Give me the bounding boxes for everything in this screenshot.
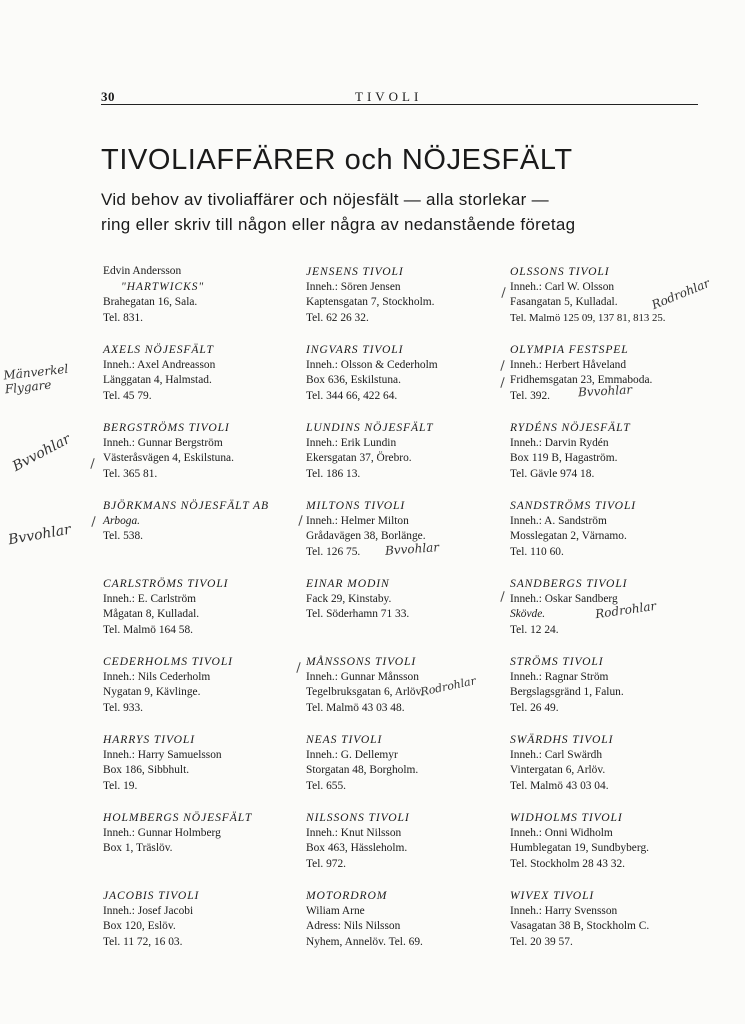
directory-entry: [510, 732, 710, 810]
entry-line: Tel. 20 39 57.: [510, 935, 573, 948]
entry-name: WIVEX TIVOLI: [510, 889, 595, 902]
entry-line: Inneh.: Harry Samuelsson: [103, 748, 222, 761]
entry-line: Tel. 26 49.: [510, 701, 559, 714]
entry-line: "HARTWICKS": [121, 280, 205, 293]
directory-entry: [306, 420, 506, 498]
entry-line: Vintergatan 6, Arlöv.: [510, 764, 606, 777]
entry-line: Mosslegatan 2, Värnamo.: [510, 530, 627, 543]
directory-entry: [103, 732, 303, 810]
entry-line: Box 1, Träslöv.: [103, 842, 173, 855]
entry-line: Edvin Andersson: [103, 265, 182, 277]
entry-name: HOLMBERGS NÖJESFÄLT: [103, 811, 253, 824]
entry-line: Humblegatan 19, Sundbyberg.: [510, 842, 649, 855]
entry-line: Tel. 12 24.: [510, 623, 559, 636]
entry-line: Tel. Malmö 43 03 48.: [306, 701, 405, 714]
handwritten-note: Rodrohlar: [649, 276, 712, 312]
entry-line: Kaptensgatan 7, Stockholm.: [306, 296, 435, 309]
entry-line: Skövde.: [510, 608, 546, 621]
entry-name: BERGSTRÖMS TIVOLI: [103, 421, 230, 434]
entry-name: OLSSONS TIVOLI: [510, 265, 610, 278]
entry-line: Inneh.: A. Sandström: [510, 514, 607, 527]
directory-entry: [510, 342, 710, 420]
directory-column-2: [306, 264, 506, 966]
entry-line: Inneh.: G. Dellemyr: [306, 748, 398, 761]
entry-line: Inneh.: Gunnar Holmberg: [103, 826, 221, 839]
entry-line: Arboga.: [103, 514, 141, 527]
entry-line: Tegelbruksgatan 6, Arlöv.: [306, 686, 424, 699]
handwritten-note: Rodrohlar: [594, 598, 658, 622]
entry-line: Inneh.: Knut Nilsson: [306, 826, 402, 839]
entry-line: Tel. 538.: [103, 530, 144, 543]
running-head: TIVOLI: [355, 89, 423, 104]
entry-line: Tel. 365 81.: [103, 467, 158, 480]
check-mark-icon: [90, 458, 94, 469]
entry-line: Nygatan 9, Kävlinge.: [103, 686, 201, 699]
subtitle-line-1: Vid behov av tivoliaffärer och nöjesfält — alla storlekar —: [101, 190, 549, 209]
entry-line: Ekersgatan 37, Örebro.: [306, 452, 412, 465]
handwritten-note: Bvvohlar: [9, 431, 74, 475]
entry-name: SWÄRDHS TIVOLI: [510, 733, 614, 746]
entry-line: Tel. Malmö 125 09, 137 81, 813 25.: [510, 311, 666, 324]
entry-name: LUNDINS NÖJESFÄLT: [306, 421, 434, 434]
entry-line: Brahegatan 16, Sala.: [103, 296, 198, 309]
entry-line: Inneh.: Sören Jensen: [306, 280, 401, 293]
directory-entry: [306, 342, 506, 420]
entry-line: Tel. 11 72, 16 03.: [103, 935, 183, 948]
directory-entry: [103, 498, 303, 576]
entry-line: Tel. 655.: [306, 779, 347, 792]
entry-line: Bergslagsgränd 1, Falun.: [510, 686, 624, 699]
entry-line: Box 119 B, Hagaström.: [510, 452, 618, 465]
page-title: TIVOLIAFFÄRER och NÖJESFÄLT: [101, 144, 573, 176]
entry-line: Fasangatan 5, Kulladal.: [510, 296, 618, 309]
directory-entry: [510, 264, 710, 342]
entry-line: Adress: Nils Nilsson: [306, 920, 401, 933]
entry-line: Inneh.: Carl Swärdh: [510, 748, 603, 761]
directory-entry: [103, 264, 303, 342]
entry-line: Inneh.: E. Carlström: [103, 592, 197, 605]
entry-line: Tel. 126 75.: [306, 545, 361, 558]
directory-entry: [306, 264, 506, 342]
handwritten-note: Mänverkel Flygare: [2, 361, 69, 397]
entry-line: Box 186, Sibbhult.: [103, 764, 190, 777]
entry-line: Inneh.: Oskar Sandberg: [510, 592, 618, 605]
directory-entry: [510, 888, 710, 966]
entry-name: MÅNSSONS TIVOLI: [306, 655, 417, 668]
entry-name: MILTONS TIVOLI: [306, 499, 406, 512]
entry-name: STRÖMS TIVOLI: [510, 655, 604, 668]
entry-line: Tel. Gävle 974 18.: [510, 467, 595, 480]
entry-name: BJÖRKMANS NÖJESFÄLT AB: [103, 499, 269, 512]
directory-entry: [510, 498, 710, 576]
entry-name: JACOBIS TIVOLI: [103, 889, 200, 902]
entry-line: Tel. Malmö 43 03 04.: [510, 779, 609, 792]
entry-line: Tel. 392.: [510, 389, 551, 402]
entry-line: Box 636, Eskilstuna.: [306, 374, 401, 387]
handwritten-note: Bvvohlar: [577, 382, 633, 400]
directory-entry: [306, 810, 506, 888]
entry-line: Tel. Söderhamn 71 33.: [306, 608, 410, 621]
entry-name: MOTORDROM: [306, 889, 388, 902]
entry-line: Vasagatan 38 B, Stockholm C.: [510, 920, 650, 933]
entry-line: Fridhemsgatan 23, Emmaboda.: [510, 374, 653, 387]
entry-line: Nyhem, Annelöv. Tel. 69.: [306, 935, 423, 948]
directory-entry: [306, 576, 506, 654]
entry-line: Tel. 62 26 32.: [306, 311, 369, 324]
entry-line: Inneh.: Nils Cederholm: [103, 670, 211, 683]
entry-name: INGVARS TIVOLI: [306, 343, 404, 356]
handwritten-note: Bvvohlar: [7, 521, 72, 549]
entry-name: AXELS NÖJESFÄLT: [103, 343, 214, 356]
entry-name: RYDÉNS NÖJESFÄLT: [510, 421, 631, 434]
entry-name: SANDBERGS TIVOLI: [510, 577, 628, 590]
handwritten-note: Rodrohlar: [419, 674, 477, 699]
entry-line: Grådavägen 38, Borlänge.: [306, 530, 426, 543]
directory-entry: [510, 810, 710, 888]
entry-name: EINAR MODIN: [306, 577, 390, 590]
entry-line: Tel. 972.: [306, 857, 347, 870]
directory-entry: [306, 732, 506, 810]
entry-line: Fack 29, Kinstaby.: [306, 592, 392, 605]
entry-line: Box 463, Hässleholm.: [306, 842, 408, 855]
directory-entry: [306, 498, 506, 576]
handwritten-note: Bvvohlar: [384, 540, 440, 558]
entry-line: Inneh.: Darvin Rydén: [510, 436, 609, 449]
entry-line: Tel. 933.: [103, 701, 144, 714]
directory-entry: [510, 420, 710, 498]
entry-line: Inneh.: Gunnar Bergström: [103, 436, 223, 449]
entry-line: Inneh.: Harry Svensson: [510, 904, 618, 917]
entry-line: Wiliam Arne: [306, 904, 365, 917]
directory-entry: [103, 888, 303, 966]
entry-line: Tel. Stockholm 28 43 32.: [510, 857, 626, 870]
entry-line: Tel. 19.: [103, 779, 138, 792]
entry-line: Inneh.: Josef Jacobi: [103, 904, 194, 917]
entry-line: Inneh.: Helmer Milton: [306, 514, 409, 527]
entry-name: CEDERHOLMS TIVOLI: [103, 655, 233, 668]
page-number: 30: [101, 89, 115, 104]
directory-entry: [103, 576, 303, 654]
entry-line: Inneh.: Ragnar Ström: [510, 670, 609, 683]
directory-entry: [103, 420, 303, 498]
entry-line: Inneh.: Axel Andreasson: [103, 358, 216, 371]
entry-line: Inneh.: Carl W. Olsson: [510, 280, 615, 293]
subtitle-line-2: ring eller skriv till någon eller några av nedanstående företag: [101, 215, 576, 234]
directory-entry: [510, 654, 710, 732]
directory-entry: [103, 654, 303, 732]
entry-line: Tel. 110 60.: [510, 545, 564, 558]
entry-line: Inneh.: Gunnar Månsson: [306, 670, 419, 683]
entry-name: JENSENS TIVOLI: [306, 265, 404, 278]
directory-entry: [103, 342, 303, 420]
entry-line: Tel. 344 66, 422 64.: [306, 389, 398, 402]
entry-name: NILSSONS TIVOLI: [306, 811, 410, 824]
entry-line: Tel. 45 79.: [103, 389, 152, 402]
entry-line: Länggatan 4, Halmstad.: [103, 374, 212, 387]
entry-line: Inneh.: Erik Lundin: [306, 436, 397, 449]
entry-line: Västeråsvägen 4, Eskilstuna.: [103, 452, 234, 465]
entry-line: Inneh.: Herbert Håveland: [510, 358, 627, 371]
entry-line: Tel. 831.: [103, 311, 144, 324]
entry-line: Box 120, Eslöv.: [103, 920, 176, 933]
check-mark-icon: [91, 516, 95, 527]
directory-entry: [306, 654, 506, 732]
entry-name: NEAS TIVOLI: [306, 733, 383, 746]
entry-line: Inneh.: Onni Widholm: [510, 826, 613, 839]
header-rule: [101, 104, 698, 105]
entry-name: OLYMPIA FESTSPEL: [510, 343, 629, 356]
entry-line: Tel. 186 13.: [306, 467, 361, 480]
entry-name: WIDHOLMS TIVOLI: [510, 811, 623, 824]
directory-column-1: [103, 264, 303, 966]
directory-entry: [103, 810, 303, 888]
entry-line: Tel. Malmö 164 58.: [103, 623, 194, 636]
entry-name: HARRYS TIVOLI: [103, 733, 195, 746]
entry-line: Mågatan 8, Kulladal.: [103, 608, 200, 621]
entry-name: CARLSTRÖMS TIVOLI: [103, 577, 229, 590]
entry-line: Storgatan 48, Borgholm.: [306, 764, 419, 777]
entry-line: Inneh.: Olsson & Cederholm: [306, 358, 438, 371]
entry-name: SANDSTRÖMS TIVOLI: [510, 499, 637, 512]
directory-entry: [306, 888, 506, 966]
